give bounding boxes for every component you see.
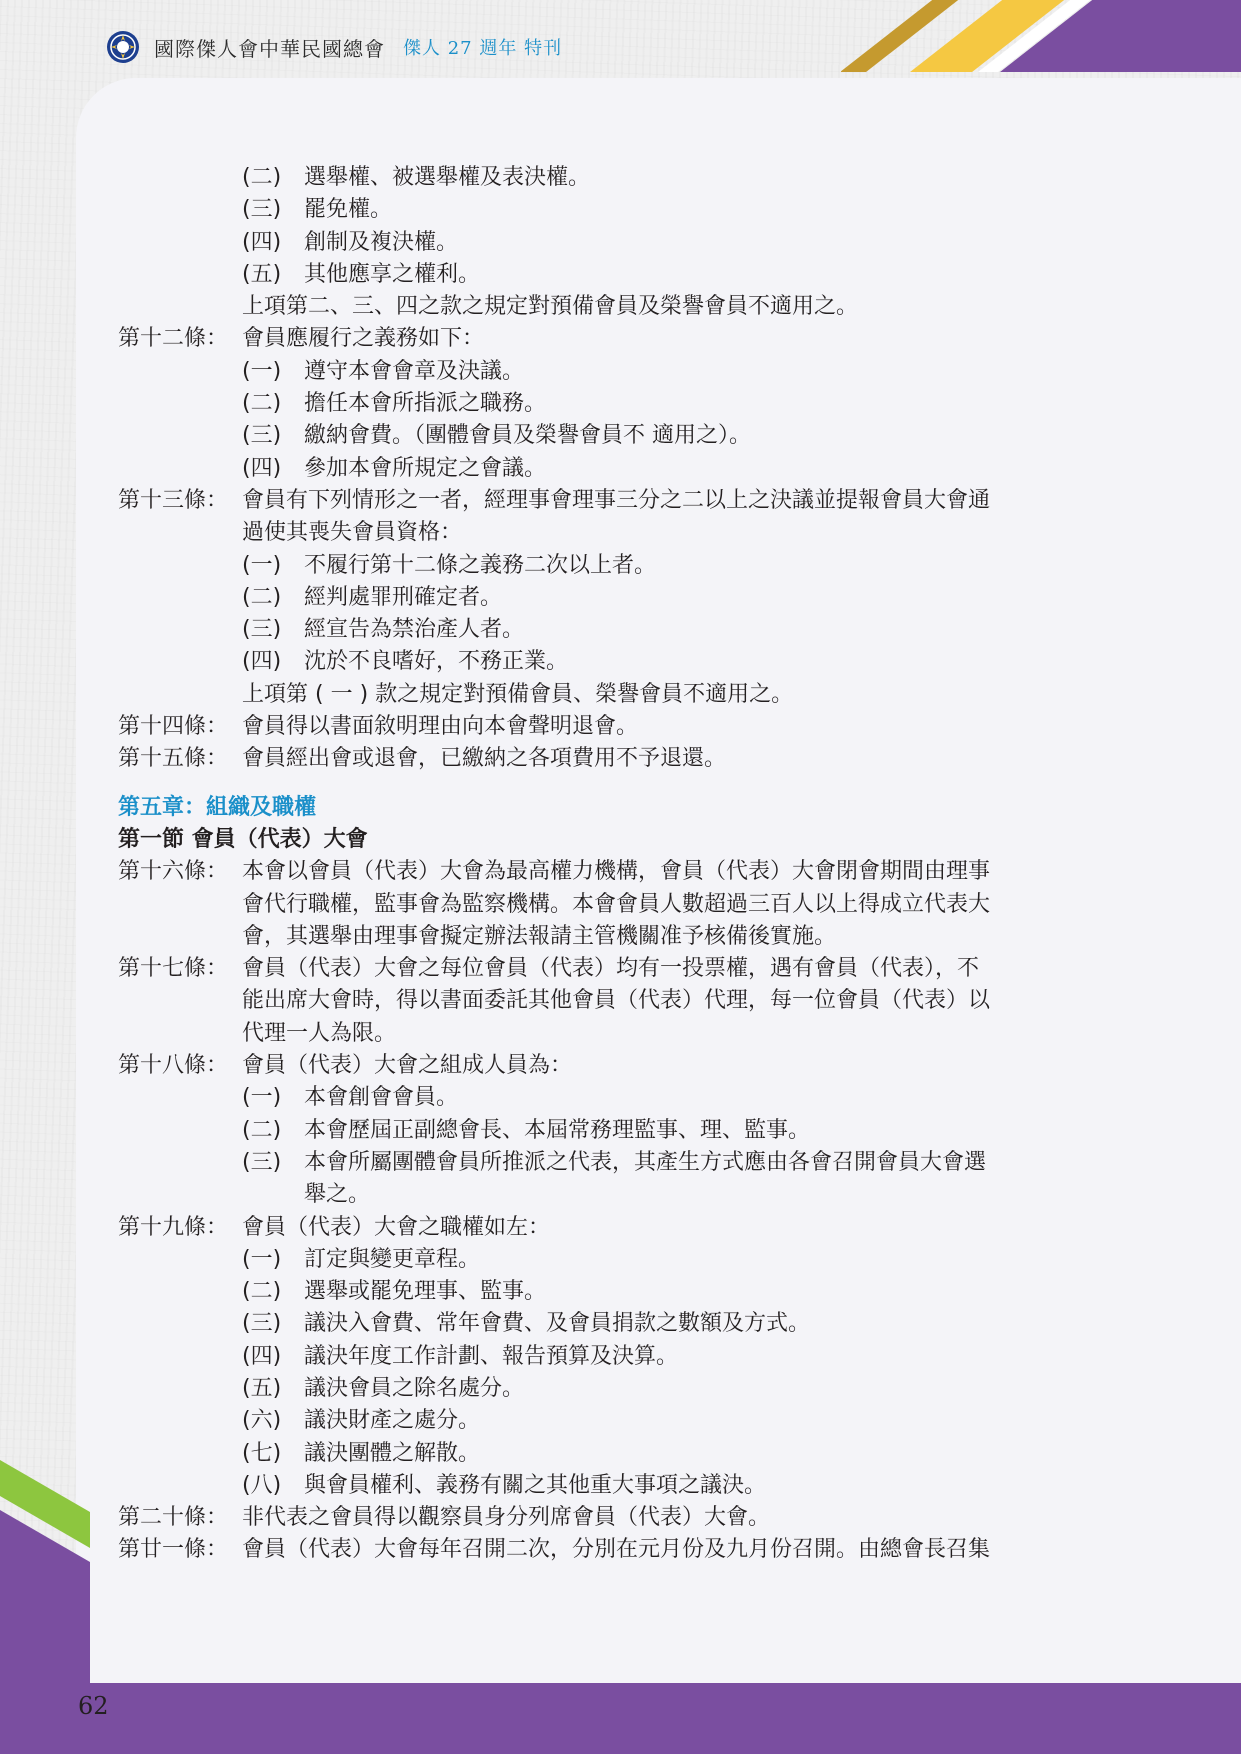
list-item: (五) 議決會員之除名處分。 <box>242 1375 525 1401</box>
list-item: (三) 議決入會費、常年會費、及會員捐款之數額及方式。 <box>242 1311 811 1337</box>
list-item: (三) 繳納會費。（團體會員及榮譽會員不 適用之）。 <box>242 423 751 449</box>
list-item-continued: 舉之。 <box>304 1182 371 1208</box>
section-heading: 第一節 會員（代表）大會 <box>118 826 368 852</box>
list-item: (二) 經判處罪刑確定者。 <box>242 584 503 610</box>
list-item: (一) 訂定與變更章程。 <box>242 1246 481 1272</box>
list-item: (四) 沈於不良嗜好，不務正業。 <box>242 649 569 675</box>
clause-note: 上項第 ( 一 ) 款之規定對預備會員、榮譽會員不適用之。 <box>242 681 794 707</box>
article-16-continued: 會，其選舉由理事會擬定辦法報請主管機關准予核備後實施。 <box>242 923 837 949</box>
list-item: (二) 擔任本會所指派之職務。 <box>242 391 547 417</box>
page-number: 62 <box>78 1692 109 1720</box>
article-16-continued: 會代行職權，監事會為監察機構。本會會員人數超過三百人以上得成立代表大 <box>242 891 991 917</box>
list-item: (三) 本會所屬團體會員所推派之代表，其產生方式應由各會召開會員大會選 <box>242 1149 987 1175</box>
article-20: 第二十條： 非代表之會員得以觀察員身分列席會員（代表）大會。 <box>118 1505 771 1531</box>
list-item: (四) 創制及複決權。 <box>242 229 459 255</box>
article-16: 第十六條： 本會以會員（代表）大會為最高權力機構，會員（代表）大會閉會期間由理事 <box>118 859 991 885</box>
list-item: (五) 其他應享之權利。 <box>242 261 481 287</box>
corner-stripes <box>841 0 1241 72</box>
list-item: (八) 與會員權利、義務有關之其他重大事項之議決。 <box>242 1472 767 1498</box>
list-item: (四) 參加本會所規定之會議。 <box>242 455 547 481</box>
list-item: (七) 議決團體之解散。 <box>242 1440 481 1466</box>
article-17-continued: 代理一人為限。 <box>242 1020 397 1046</box>
list-item: (一) 遵守本會會章及決議。 <box>242 358 525 384</box>
list-item: (一) 不履行第十二條之義務二次以上者。 <box>242 552 657 578</box>
org-logo-icon <box>106 30 140 64</box>
article-19: 第十九條： 會員（代表）大會之職權如左： <box>118 1214 551 1240</box>
spacer <box>118 776 1118 792</box>
clause-note: 上項第二、三、四之款之規定對預備會員及榮譽會員不適用之。 <box>242 294 859 320</box>
list-item: (三) 罷免權。 <box>242 197 393 223</box>
article-18: 第十八條： 會員（代表）大會之組成人員為： <box>118 1053 573 1079</box>
article-21: 第廿一條： 會員（代表）大會每年召開二次，分別在元月份及九月份召開。由總會長召集 <box>118 1537 991 1563</box>
list-item: (六) 議決財產之處分。 <box>242 1408 481 1434</box>
document-body <box>118 162 1118 1567</box>
list-item: (二) 選舉或罷免理事、監事。 <box>242 1279 547 1305</box>
article-17-continued: 能出席大會時，得以書面委託其他會員（代表）代理，每一位會員（代表）以 <box>242 988 991 1014</box>
edition-title: 傑人 27 週年 特刊 <box>403 38 563 59</box>
list-item: (四) 議決年度工作計劃、報告預算及決算。 <box>242 1343 679 1369</box>
article-12: 第十二條： 會員應履行之義務如下： <box>118 326 485 352</box>
list-item: (三) 經宣告為禁治產人者。 <box>242 617 525 643</box>
article-13-continued: 過使其喪失會員資格： <box>242 520 463 546</box>
list-item: (一) 本會創會會員。 <box>242 1085 459 1111</box>
org-name: 國際傑人會中華民國總會 <box>154 36 385 61</box>
article-13: 第十三條： 會員有下列情形之一者，經理事會理事三分之二以上之決議並提報會員大會通 <box>118 487 991 513</box>
article-15: 第十五條： 會員經出會或退會，已繳納之各項費用不予退還。 <box>118 746 727 772</box>
list-item: (二) 選舉權、被選舉權及表決權。 <box>242 165 591 190</box>
list-item: (二) 本會歷屆正副總會長、本屆常務理監事、理、監事。 <box>242 1117 811 1143</box>
page-header <box>106 30 562 64</box>
article-17: 第十七條： 會員（代表）大會之每位會員（代表）均有一投票權，遇有會員（代表），不 <box>118 956 980 982</box>
article-14: 第十四條： 會員得以書面敘明理由向本會聲明退會。 <box>118 714 639 740</box>
chapter-heading: 第五章：組織及職權 <box>118 794 317 820</box>
bottom-band <box>0 1683 1241 1754</box>
